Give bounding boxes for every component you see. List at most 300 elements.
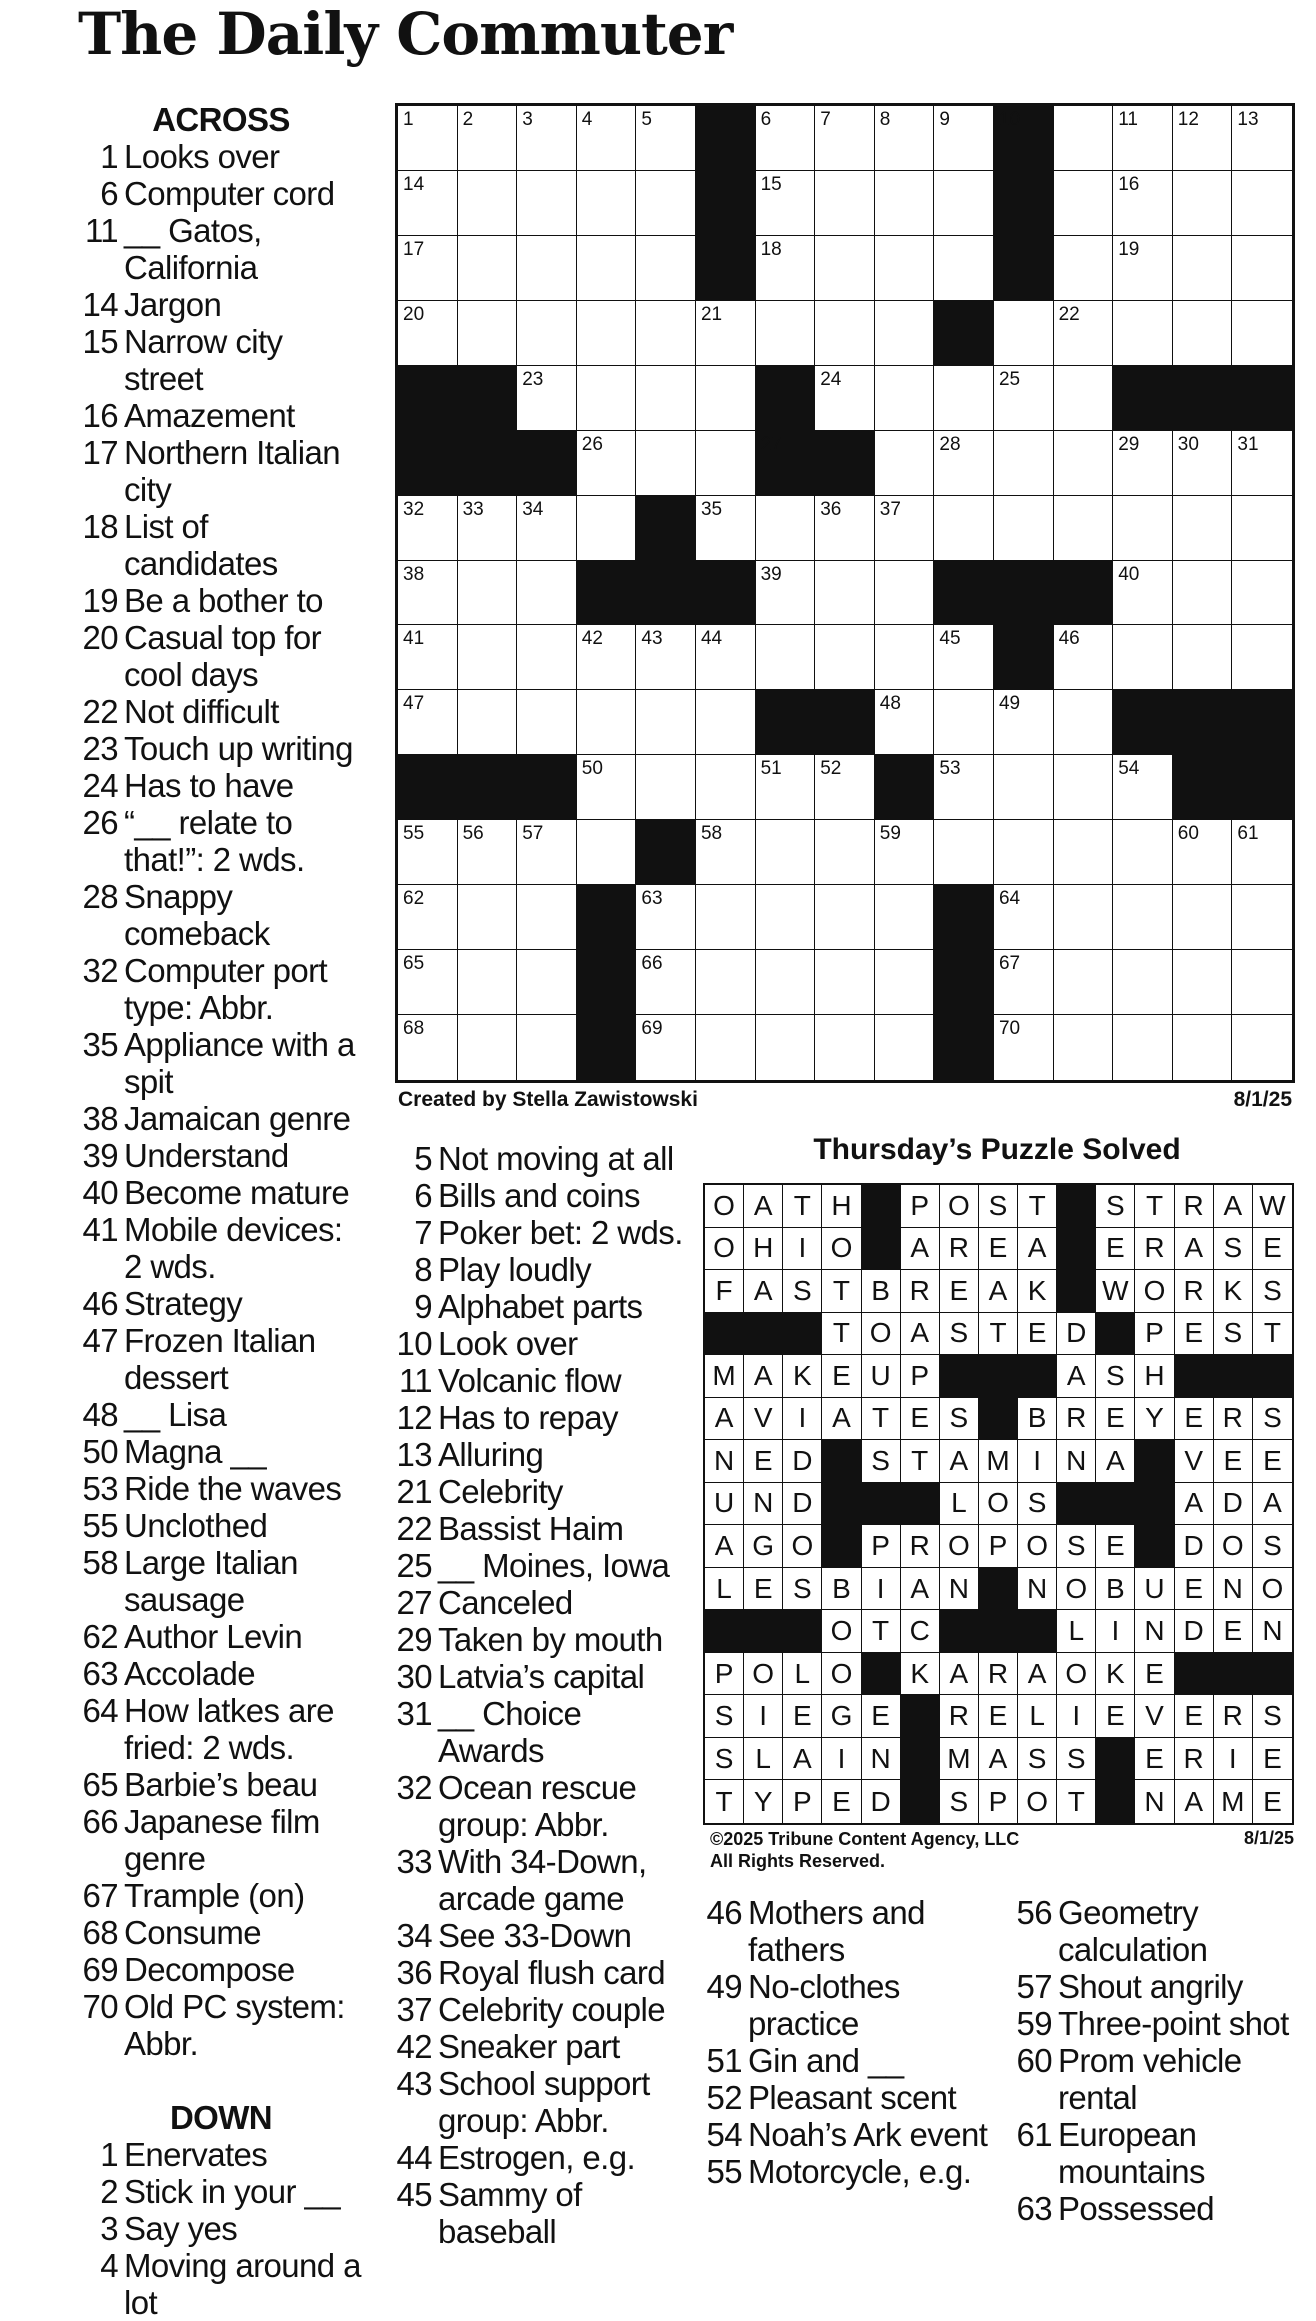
grid-cell[interactable] [756, 171, 816, 236]
grid-cell[interactable] [636, 301, 696, 366]
grid-cell[interactable] [398, 236, 458, 301]
grid-cell[interactable] [696, 431, 756, 496]
solution-letter: P [862, 1525, 901, 1568]
grid-cell[interactable] [1054, 625, 1114, 690]
grid-cell[interactable] [1054, 431, 1114, 496]
solution-letter: O [744, 1653, 783, 1696]
clue-heading: DOWN [169, 2099, 273, 2136]
grid-cell[interactable] [1054, 236, 1114, 301]
grid-cell[interactable] [815, 755, 875, 820]
solution-letter: R [1214, 1398, 1253, 1441]
grid-cell[interactable] [815, 820, 875, 885]
grid-cell[interactable] [815, 625, 875, 690]
grid-cell[interactable] [875, 561, 935, 626]
grid-cell[interactable] [577, 431, 637, 496]
grid-cell[interactable] [636, 885, 696, 950]
grid-cell[interactable] [1054, 301, 1114, 366]
solution-letter: E [1135, 1653, 1174, 1696]
clue-text: Taken by mouth [438, 1621, 663, 1658]
solution-letter: O [862, 1313, 901, 1356]
grid-cell[interactable] [398, 561, 458, 626]
grid-block [756, 431, 816, 496]
solution-letter: I [783, 1398, 822, 1441]
grid-cell[interactable] [994, 431, 1054, 496]
solution-block [822, 1440, 861, 1483]
grid-cell[interactable] [815, 171, 875, 236]
grid-cell[interactable] [1232, 950, 1292, 1015]
grid-cell[interactable] [636, 171, 696, 236]
solution-letter: S [1253, 1270, 1292, 1313]
grid-cell[interactable] [756, 820, 816, 885]
solution-letter: O [1057, 1568, 1096, 1611]
grid-cell[interactable] [1232, 625, 1292, 690]
grid-cell[interactable] [875, 950, 935, 1015]
solution-block [862, 1653, 901, 1696]
grid-cell[interactable] [1113, 496, 1173, 561]
grid-cell[interactable] [398, 1015, 458, 1080]
solution-letter: T [901, 1440, 940, 1483]
grid-cell[interactable] [756, 106, 816, 171]
clue-number: 20 [82, 619, 118, 656]
grid-cell[interactable] [1113, 820, 1173, 885]
grid-cell[interactable] [696, 885, 756, 950]
clue-text: Snappy comeback [124, 878, 270, 952]
clue-text: Trample (on) [124, 1877, 305, 1914]
grid-cell[interactable] [636, 236, 696, 301]
grid-cell[interactable] [696, 301, 756, 366]
grid-cell[interactable] [517, 561, 577, 626]
solution-block [1057, 1270, 1096, 1313]
clue-text: Amazement [124, 397, 295, 434]
grid-cell[interactable] [1173, 885, 1233, 950]
clue-item [76, 804, 366, 878]
grid-cell[interactable] [815, 1015, 875, 1080]
clue-item [390, 2176, 690, 2250]
grid-cell[interactable] [458, 561, 518, 626]
grid-cell[interactable] [1232, 885, 1292, 950]
solution-letter: K [783, 1355, 822, 1398]
grid-cell[interactable] [1054, 690, 1114, 755]
grid-cell[interactable] [458, 301, 518, 366]
grid-cell[interactable] [398, 106, 458, 171]
grid-cell[interactable] [1232, 1015, 1292, 1080]
grid-cell[interactable] [1173, 301, 1233, 366]
grid-cell[interactable] [636, 690, 696, 755]
clue-number: 9 [414, 1288, 432, 1325]
clue-item [390, 1251, 690, 1288]
grid-cell[interactable] [1054, 171, 1114, 236]
grid-cell[interactable] [756, 496, 816, 561]
grid-cell[interactable] [517, 625, 577, 690]
grid-cell[interactable] [458, 820, 518, 885]
grid-cell[interactable] [1173, 496, 1233, 561]
clue-text: Consume [124, 1914, 262, 1951]
grid-block [1232, 690, 1292, 755]
grid-cell[interactable] [696, 755, 756, 820]
clue-item [76, 1655, 366, 1692]
grid-cell[interactable] [1232, 561, 1292, 626]
clue-number: 1 [100, 138, 118, 175]
solution-letter: E [901, 1398, 940, 1441]
grid-cell[interactable] [517, 236, 577, 301]
grid-cell[interactable] [934, 625, 994, 690]
grid-cell[interactable] [994, 885, 1054, 950]
grid-cell[interactable] [1232, 171, 1292, 236]
grid-cell[interactable] [1232, 301, 1292, 366]
grid-cell[interactable] [994, 690, 1054, 755]
clue-number: 63 [82, 1655, 118, 1692]
clue-item [1010, 2190, 1310, 2227]
grid-cell[interactable] [696, 950, 756, 1015]
grid-cell[interactable] [1113, 431, 1173, 496]
grid-cell[interactable] [696, 366, 756, 431]
grid-cell[interactable] [934, 431, 994, 496]
grid-cell[interactable] [398, 301, 458, 366]
grid-cell[interactable] [875, 625, 935, 690]
grid-cell[interactable] [756, 625, 816, 690]
grid-cell[interactable] [756, 561, 816, 626]
grid-cell[interactable] [1054, 885, 1114, 950]
clue-text: Play loudly [438, 1251, 591, 1288]
solution-block [979, 1355, 1018, 1398]
clue-text: Become mature [124, 1174, 350, 1211]
grid-cell[interactable] [577, 301, 637, 366]
grid-cell[interactable] [875, 106, 935, 171]
clue-number: 32 [396, 1769, 432, 1806]
grid-cell[interactable] [1173, 236, 1233, 301]
grid-cell[interactable] [696, 690, 756, 755]
grid-block [636, 820, 696, 885]
grid-cell[interactable] [517, 366, 577, 431]
solution-letter: N [862, 1738, 901, 1781]
grid-cell[interactable] [875, 301, 935, 366]
grid-cell[interactable] [934, 820, 994, 885]
grid-cell[interactable] [756, 1015, 816, 1080]
grid-cell[interactable] [934, 236, 994, 301]
grid-cell[interactable] [1232, 496, 1292, 561]
grid-cell[interactable] [1054, 496, 1114, 561]
grid-cell[interactable] [636, 431, 696, 496]
solution-letter: V [1175, 1440, 1214, 1483]
grid-cell[interactable] [636, 366, 696, 431]
grid-cell[interactable] [458, 950, 518, 1015]
grid-cell[interactable] [517, 171, 577, 236]
cell-number: 55 [403, 823, 425, 845]
solution-block [862, 1228, 901, 1271]
grid-block [696, 561, 756, 626]
clue-item [76, 693, 366, 730]
solution-letter: H [1135, 1355, 1174, 1398]
grid-cell[interactable] [815, 950, 875, 1015]
grid-cell[interactable] [458, 106, 518, 171]
solution-letter: E [1214, 1610, 1253, 1653]
clue-number: 7 [414, 1214, 432, 1251]
clue-text: Bassist Haim [438, 1510, 624, 1547]
grid-cell[interactable] [1054, 106, 1114, 171]
clue-number: 29 [396, 1621, 432, 1658]
grid-cell[interactable] [696, 625, 756, 690]
grid-cell[interactable] [577, 820, 637, 885]
grid-cell[interactable] [577, 106, 637, 171]
grid-cell[interactable] [1054, 755, 1114, 820]
solution-letter: G [822, 1695, 861, 1738]
clue-number: 69 [82, 1951, 118, 1988]
grid-cell[interactable] [1173, 431, 1233, 496]
solution-letter: D [783, 1440, 822, 1483]
grid-cell[interactable] [756, 755, 816, 820]
grid-cell[interactable] [875, 171, 935, 236]
cell-number: 9 [939, 109, 950, 130]
grid-cell[interactable] [696, 820, 756, 885]
solution-block [1175, 1355, 1214, 1398]
grid-cell[interactable] [1173, 625, 1233, 690]
grid-cell[interactable] [815, 496, 875, 561]
grid-cell[interactable] [1173, 561, 1233, 626]
grid-cell[interactable] [875, 690, 935, 755]
grid-cell[interactable] [517, 820, 577, 885]
solution-letter: I [1096, 1610, 1135, 1653]
clue-item [76, 1803, 366, 1877]
grid-block [577, 950, 637, 1015]
grid-cell[interactable] [934, 755, 994, 820]
grid-cell[interactable] [994, 1015, 1054, 1080]
clue-item [390, 1325, 690, 1362]
grid-cell[interactable] [815, 561, 875, 626]
grid-cell[interactable] [994, 755, 1054, 820]
clue-number: 50 [82, 1433, 118, 1470]
solution-block [1253, 1653, 1292, 1696]
clue-number: 22 [396, 1510, 432, 1547]
clue-text: Computer cord [124, 175, 335, 212]
grid-cell[interactable] [577, 755, 637, 820]
grid-cell[interactable] [815, 301, 875, 366]
grid-block [756, 366, 816, 431]
solution-letter: A [940, 1440, 979, 1483]
solution-letter: A [1253, 1483, 1292, 1526]
grid-cell[interactable] [577, 690, 637, 755]
grid-cell[interactable] [1113, 106, 1173, 171]
clue-text: Old PC system: Abbr. [124, 1988, 345, 2062]
clue-item [390, 2028, 690, 2065]
grid-cell[interactable] [756, 950, 816, 1015]
solution-letter: O [705, 1228, 744, 1271]
clue-number: 22 [82, 693, 118, 730]
grid-cell[interactable] [934, 366, 994, 431]
grid-cell[interactable] [577, 625, 637, 690]
grid-cell[interactable] [398, 625, 458, 690]
cell-number: 19 [1118, 238, 1140, 260]
grid-block [994, 625, 1054, 690]
solution-block [979, 1398, 1018, 1441]
clue-text: Barbie’s beau [124, 1766, 318, 1803]
clue-number: 26 [82, 804, 118, 841]
grid-cell[interactable] [398, 950, 458, 1015]
grid-cell[interactable] [1232, 106, 1292, 171]
cell-number: 53 [939, 758, 961, 780]
grid-cell[interactable] [756, 301, 816, 366]
grid-cell[interactable] [398, 496, 458, 561]
grid-cell[interactable] [458, 885, 518, 950]
grid-cell[interactable] [517, 496, 577, 561]
grid-cell[interactable] [636, 950, 696, 1015]
grid-cell[interactable] [577, 236, 637, 301]
solution-letter: L [940, 1483, 979, 1526]
grid-cell[interactable] [517, 301, 577, 366]
clue-text: Appliance with a spit [124, 1026, 355, 1100]
grid-cell[interactable] [875, 366, 935, 431]
newspaper-title: The Daily Commuter [78, 0, 733, 68]
grid-cell[interactable] [1113, 561, 1173, 626]
grid-cell[interactable] [1113, 885, 1173, 950]
solution-letter: R [1214, 1695, 1253, 1738]
clue-text: __ Lisa [124, 1396, 227, 1433]
grid-cell[interactable] [1113, 950, 1173, 1015]
solution-letter: P [901, 1185, 940, 1228]
solution-letter: T [783, 1185, 822, 1228]
solution-letter: N [1214, 1568, 1253, 1611]
clue-number: 59 [1016, 2005, 1052, 2042]
grid-cell[interactable] [994, 820, 1054, 885]
grid-cell[interactable] [1232, 431, 1292, 496]
solution-letter: P [705, 1653, 744, 1696]
clue-number: 10 [396, 1325, 432, 1362]
grid-cell[interactable] [875, 431, 935, 496]
grid-cell[interactable] [398, 690, 458, 755]
grid-cell[interactable] [875, 236, 935, 301]
grid-cell[interactable] [1173, 106, 1233, 171]
grid-cell[interactable] [577, 366, 637, 431]
grid-cell[interactable] [458, 171, 518, 236]
clue-text: Three-point shot [1058, 2005, 1289, 2042]
clue-number: 5 [414, 1140, 432, 1177]
grid-cell[interactable] [934, 496, 994, 561]
clue-text: Gin and __ [748, 2042, 904, 2079]
grid-cell[interactable] [636, 1015, 696, 1080]
solution-letter: I [1057, 1695, 1096, 1738]
grid-cell[interactable] [1173, 950, 1233, 1015]
grid-cell[interactable] [1232, 236, 1292, 301]
clue-text: Prom vehicle rental [1058, 2042, 1242, 2116]
grid-cell[interactable] [815, 885, 875, 950]
grid-cell[interactable] [875, 885, 935, 950]
grid-cell[interactable] [994, 366, 1054, 431]
grid-cell[interactable] [1054, 950, 1114, 1015]
grid-cell[interactable] [636, 106, 696, 171]
grid-cell[interactable] [815, 236, 875, 301]
clue-number: 57 [1016, 1968, 1052, 2005]
grid-cell[interactable] [994, 496, 1054, 561]
solution-block [1096, 1780, 1135, 1823]
grid-cell[interactable] [398, 820, 458, 885]
grid-cell[interactable] [577, 171, 637, 236]
grid-cell[interactable] [458, 1015, 518, 1080]
grid-cell[interactable] [577, 496, 637, 561]
grid-cell[interactable] [934, 690, 994, 755]
grid-cell[interactable] [1113, 1015, 1173, 1080]
cell-number: 34 [522, 498, 544, 520]
grid-cell[interactable] [458, 625, 518, 690]
solution-letter: K [901, 1653, 940, 1696]
clue-text: Alluring [438, 1436, 544, 1473]
grid-cell[interactable] [1113, 171, 1173, 236]
solution-letter: T [1057, 1780, 1096, 1823]
solution-letter: L [783, 1653, 822, 1696]
grid-cell[interactable] [1054, 820, 1114, 885]
grid-block [517, 431, 577, 496]
grid-cell[interactable] [815, 106, 875, 171]
grid-cell[interactable] [1054, 366, 1114, 431]
grid-cell[interactable] [875, 820, 935, 885]
clue-number: 8 [414, 1251, 432, 1288]
grid-cell[interactable] [756, 885, 816, 950]
clue-text: How latkes are fried: 2 wds. [124, 1692, 334, 1766]
grid-cell[interactable] [875, 496, 935, 561]
grid-cell[interactable] [517, 885, 577, 950]
grid-cell[interactable] [458, 236, 518, 301]
grid-cell[interactable] [1113, 755, 1173, 820]
cell-number: 56 [462, 823, 484, 845]
grid-cell[interactable] [934, 171, 994, 236]
puzzle-date: 8/1/25 [1233, 1088, 1292, 1111]
cell-number: 6 [760, 109, 772, 130]
clue-text: Be a bother to [124, 582, 323, 619]
grid-cell[interactable] [1113, 625, 1173, 690]
grid-cell[interactable] [517, 106, 577, 171]
grid-cell[interactable] [1232, 820, 1292, 885]
grid-cell[interactable] [1173, 820, 1233, 885]
clue-item [76, 1285, 366, 1322]
grid-cell[interactable] [517, 950, 577, 1015]
grid-cell[interactable] [756, 236, 816, 301]
grid-cell[interactable] [517, 1015, 577, 1080]
grid-cell[interactable] [1173, 171, 1233, 236]
clue-item [1010, 2005, 1310, 2042]
clue-item [390, 1991, 690, 2028]
grid-cell[interactable] [994, 950, 1054, 1015]
grid-cell[interactable] [636, 625, 696, 690]
grid-cell[interactable] [1173, 1015, 1233, 1080]
clue-text: Jamaican genre [124, 1100, 351, 1137]
grid-cell[interactable] [1054, 1015, 1114, 1080]
grid-cell[interactable] [517, 690, 577, 755]
solution-letter: R [1175, 1270, 1214, 1313]
grid-cell[interactable] [696, 496, 756, 561]
solution-block [862, 1185, 901, 1228]
grid-cell[interactable] [398, 885, 458, 950]
grid-cell[interactable] [815, 366, 875, 431]
solution-letter: R [1175, 1738, 1214, 1781]
grid-cell[interactable] [458, 496, 518, 561]
solution-letter: I [744, 1695, 783, 1738]
solution-letter: T [862, 1610, 901, 1653]
grid-cell[interactable] [636, 755, 696, 820]
clue-number: 49 [706, 1968, 742, 2005]
grid-cell[interactable] [1113, 301, 1173, 366]
grid-cell[interactable] [696, 1015, 756, 1080]
solution-grid [703, 1183, 1294, 1825]
grid-cell[interactable] [875, 1015, 935, 1080]
solution-letter: M [979, 1440, 1018, 1483]
solution-letter: I [822, 1738, 861, 1781]
grid-cell[interactable] [1113, 236, 1173, 301]
grid-cell[interactable] [934, 106, 994, 171]
grid-cell[interactable] [994, 301, 1054, 366]
grid-cell[interactable] [458, 690, 518, 755]
solution-letter: L [705, 1568, 744, 1611]
cell-number: 67 [998, 953, 1021, 975]
grid-cell[interactable] [398, 171, 458, 236]
clue-text: Look over [438, 1325, 578, 1362]
